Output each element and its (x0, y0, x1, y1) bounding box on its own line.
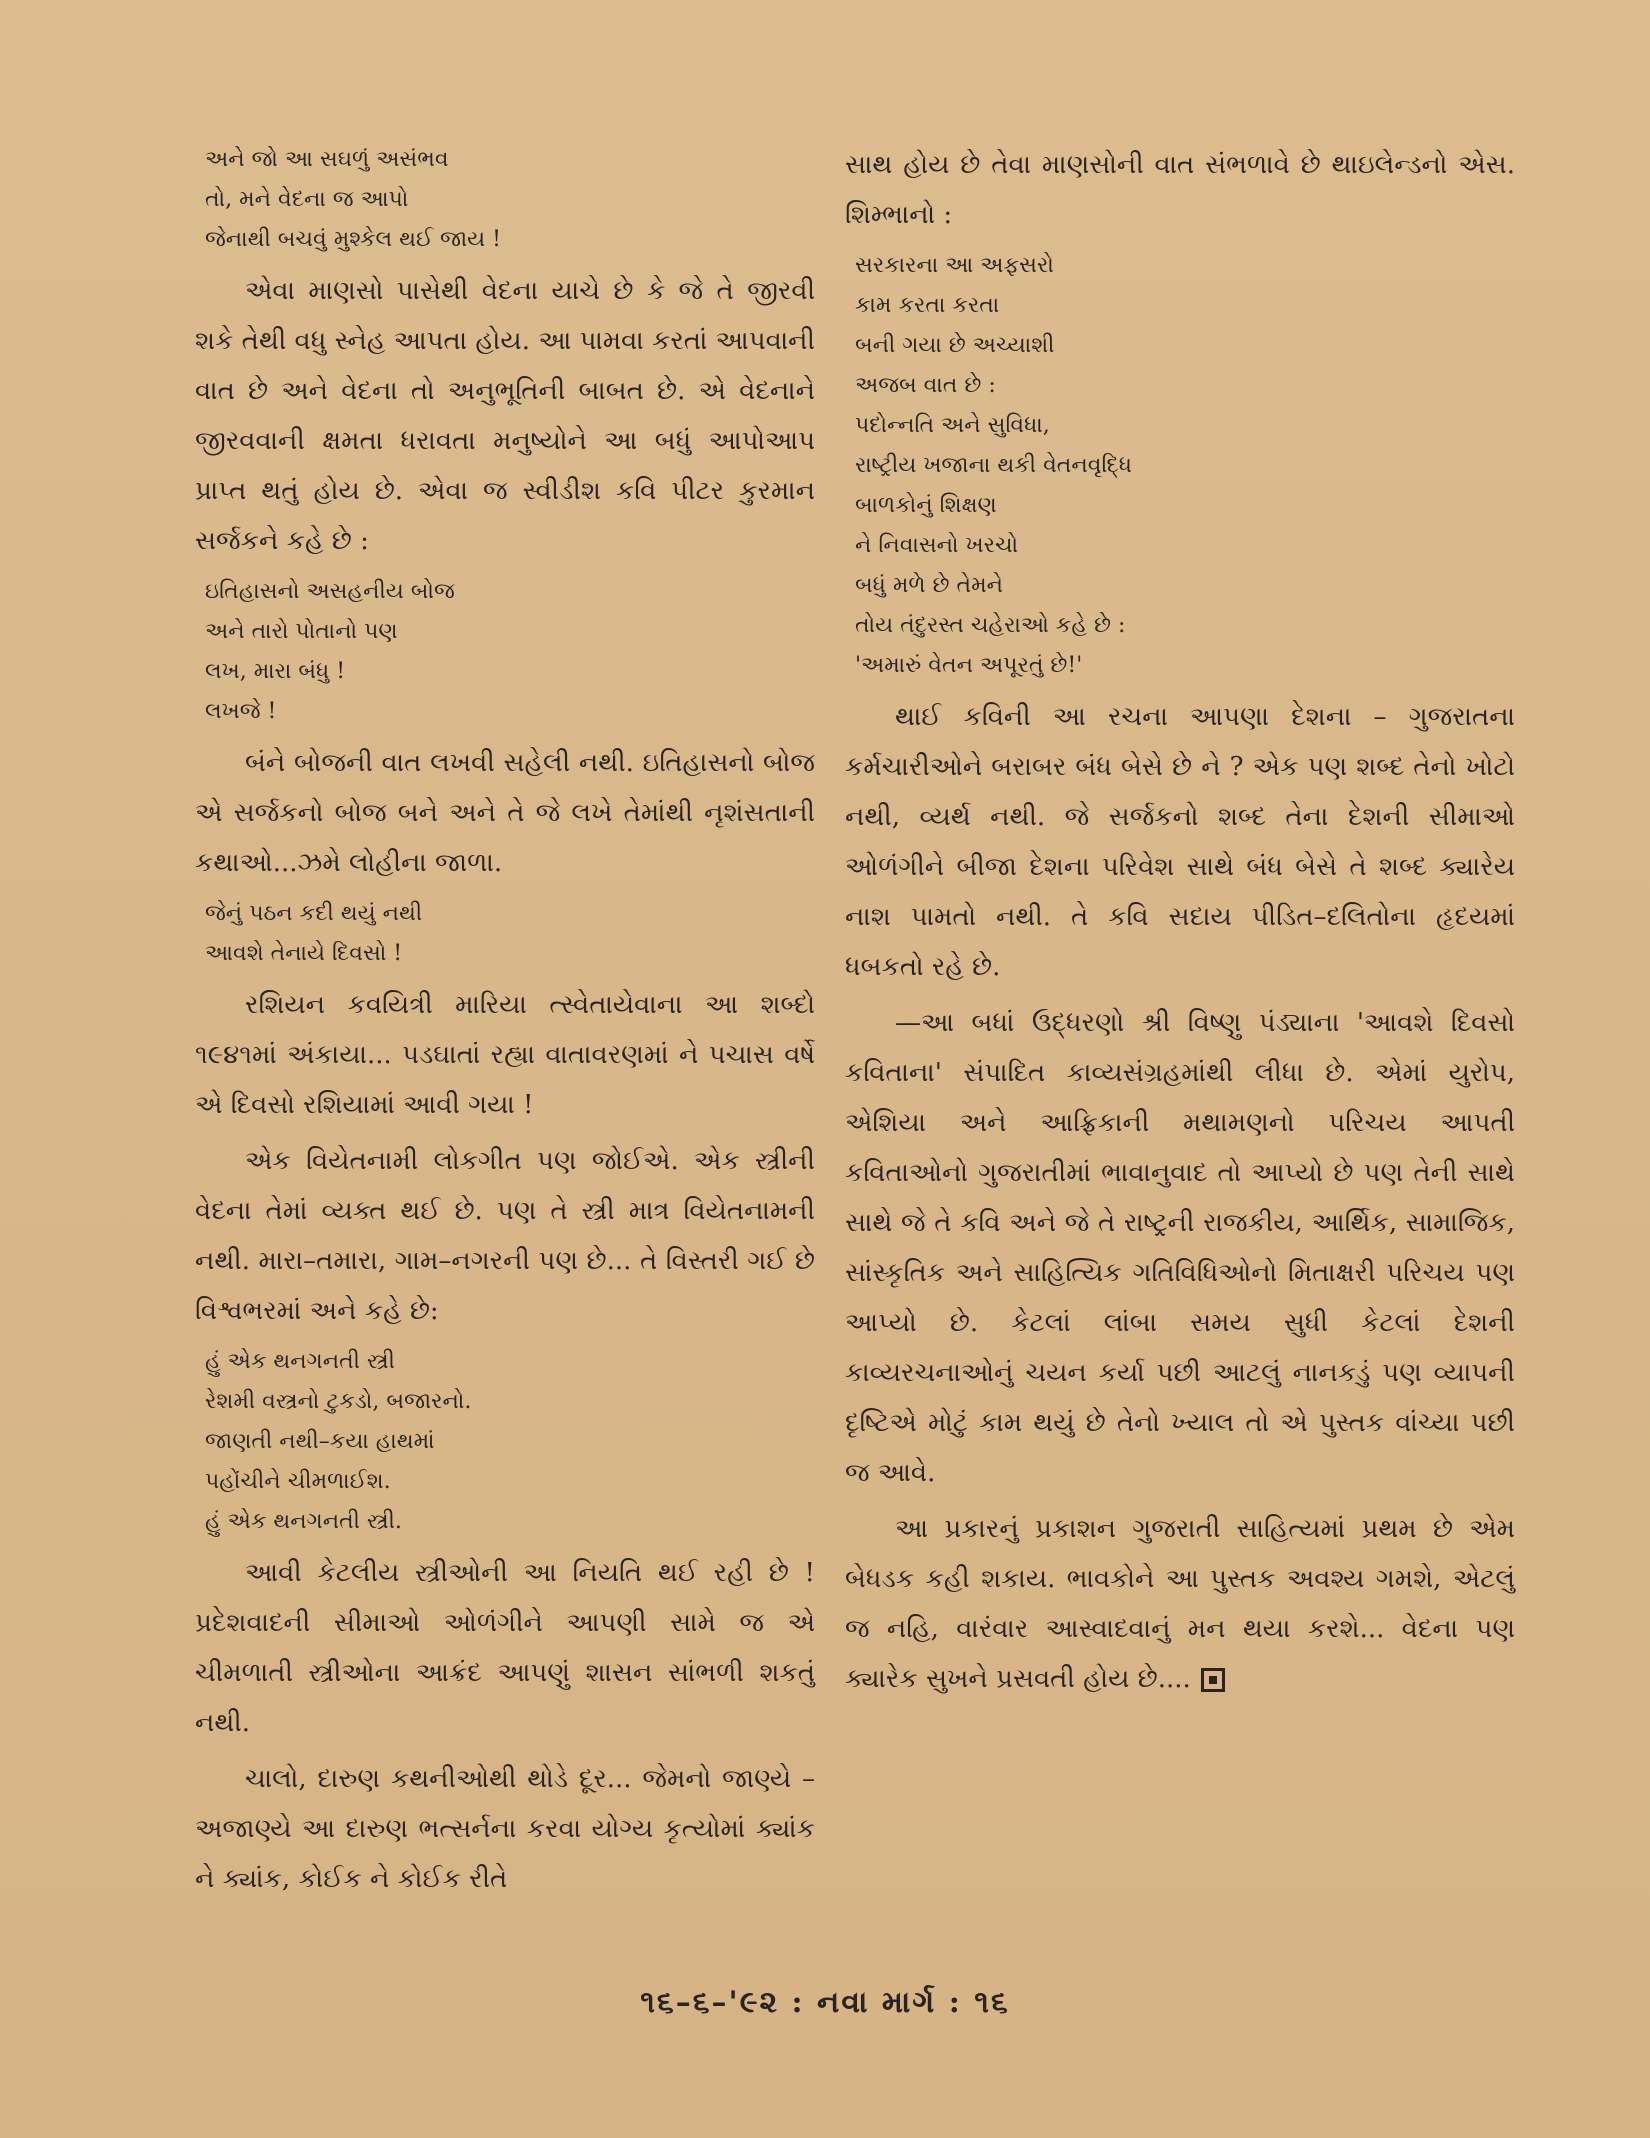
poem-line: બધું મળે છે તેમને (855, 573, 1004, 598)
poem-line: હું એક થનગનતી સ્ત્રી. (205, 1509, 402, 1534)
poem-line: કામ કરતા કરતા (855, 293, 1000, 318)
poem-line: 'અમારું વેતન અપૂરતું છે!' (855, 653, 1083, 678)
paragraph: ચાલો, દારુણ કથનીઓથી થોડે દૂર... જેમનો જાણ્યે – અજાણ્યે આ દારુણ ભત્સર્નના કરવા યોગ્ય કૃત્યોમાં ક્યાંક ને ક્યાંક, કોઈક ને કોઈક રીતે (195, 1764, 815, 1894)
poem-block (855, 246, 1515, 686)
poem-line: ને નિવાસનો ખરચો (855, 533, 1019, 558)
paragraph: રશિયન કવયિત્રી મારિયા ત્સ્વેતાયેવાના આ શબ્દો ૧૯૪૧માં અંકાયા... પડઘાતાં રહ્યા વાતાવરણમાં ને પચાસ વર્ષે એ દિવસો રશિયામાં આવી ગયા ! (195, 990, 815, 1120)
poem-block (205, 572, 815, 732)
poem-block (205, 1342, 815, 1542)
poem-block (205, 894, 815, 974)
paragraph: થાઈ કવિની આ રચના આપણા દેશના – ગુજરાતના કર્મચારીઓને બરાબર બંધ બેસે છે ને ? એક પણ શબ્દ તેનો ખોટો નથી, વ્યર્થ નથી. જે સર્જકનો શબ્દ તેના દેશની સીમાઓ ઓળંગીને બીજા દેશના પરિવેશ સાથે બંધ બેસે તે શબ્દ ક્યારેય નાશ પામતો નથી. તે કવિ સદાય પીડિત–દલિતોના હૃદયમાં ધબકતો રહે છે. (845, 702, 1515, 982)
poem-line: બની ગયા છે અચ્યાશી (855, 333, 1055, 358)
poem-line: તો, મને વેદના જ આપો (205, 187, 409, 212)
poem-line: લખજે ! (205, 699, 277, 724)
poem-line: જેનાથી બચવું મુશ્કેલ થઈ જાય ! (205, 227, 502, 252)
poem-line: રેશમી વસ્ત્રનો ટુકડો, બજારનો. (205, 1389, 472, 1414)
poem-line: પહોંચીને ચીમળાઈશ. (205, 1469, 391, 1494)
poem-line: લખ, મારા બંધુ ! (205, 659, 346, 684)
paragraph: એવા માણસો પાસેથી વેદના યાચે છે કે જે તે જીરવી શકે તેથી વધુ સ્નેહ આપતા હોય. આ પામવા કરતાં આપવાની વાત છે અને વેદના તો અનુભૂતિની બાબત છે. એ વેદનાને જીરવવાની ક્ષમતા ધરાવતા મનુષ્યોને આ બધું આપોઆપ પ્રાપ્ત થતું હોય છે. એવા જ સ્વીડીશ કવિ પીટર કુરમાન સર્જકને કહે છે : (195, 276, 815, 556)
poem-line: અને તારો પોતાનો પણ (205, 619, 398, 644)
paragraph: આવી કેટલીય સ્ત્રીઓની આ નિયતિ થઈ રહી છે ! પ્રદેશવાદની સીમાઓ ઓળંગીને આપણી સામે જ એ ચીમળાતી સ્ત્રીઓના આક્રંદ આપણું શાસન સાંભળી શકતું નથી. (195, 1558, 815, 1738)
page-footer: ૧૬–૬–'૯૨ : નવા માર્ગ : ૧૬ (640, 1985, 1010, 2020)
poem-line: પદોન્નતિ અને સુવિધા, (855, 413, 1050, 438)
poem-line: રાષ્ટ્રીય ખજાના થકી વેતનવૃદ્ધિ (855, 453, 1132, 478)
paragraph: —આ બધાં ઉદ્ધરણો શ્રી વિષ્ણુ પંડ્યાના 'આવશે દિવસો કવિતાના' સંપાદિત કાવ્યસંગ્રહમાંથી લીધા છે. એમાં યુરોપ, એશિયા અને આફ્રિકાની મથામણનો પરિચય આપતી કવિતાઓનો ગુજરાતીમાં ભાવાનુવાદ તો આપ્યો છે પણ તેની સાથે સાથે જે તે કવિ અને જે તે રાષ્ટ્રની રાજકીય, આર્થિક, સામાજિક, સાંસ્કૃતિક અને સાહિત્યિક ગતિવિધિઓનો મિતાક્ષરી પરિચય પણ આપ્યો છે. કેટલાં લાંબા સમય સુધી કેટલાં દેશની કાવ્યરચનાઓનું ચયન કર્યા પછી આટલું નાનકડું પણ વ્યાપની દૃષ્ટિએ મોટું કામ થયું છે તેનો ખ્યાલ તો એ પુસ્તક વાંચ્યા પછી જ આવે. (845, 1008, 1515, 1488)
paragraph: બંને બોજની વાત લખવી સહેલી નથી. ઇતિહાસનો બોજ એ સર્જકનો બોજ બને અને તે જે લખે તેમાંથી નૃશંસતાની કથાઓ...ઝમે લોહીના જાળા. (195, 748, 815, 878)
poem-block (205, 140, 815, 260)
poem-line: ઇતિહાસનો અસહનીય બોજ (205, 579, 455, 604)
left-column (195, 140, 815, 1910)
poem-line: અને જો આ સઘળું અસંભવ (205, 147, 449, 172)
end-mark-icon (1201, 1668, 1225, 1692)
poem-line: અજબ વાત છે : (855, 373, 996, 398)
poem-line: તોય તંદુરસ્ત ચહેરાઓ કહે છે : (855, 613, 1126, 638)
poem-line: જાણતી નથી–કયા હાથમાં (205, 1429, 435, 1454)
poem-line: સરકારના આ અફસરો (855, 253, 1054, 278)
poem-line: જેનું પઠન કદી થયું નથી (205, 901, 423, 926)
paragraph: સાથ હોય છે તેવા માણસોની વાત સંભળાવે છે થાઇલેન્ડનો એસ. શિમ્ભાનો : (845, 150, 1515, 230)
poem-line: બાળકોનું શિક્ષણ (855, 493, 997, 518)
paragraph: એક વિયેતનામી લોકગીત પણ જોઈએ. એક સ્ત્રીની વેદના તેમાં વ્યક્ત થઈ છે. પણ તે સ્ત્રી માત્ર વિયેતનામની નથી. મારા–તમારા, ગામ–નગરની પણ છે... તે વિસ્તરી ગઈ છે વિશ્વભરમાં અને કહે છે: (195, 1146, 815, 1326)
right-column (845, 140, 1515, 1710)
poem-line: હું એક થનગનતી સ્ત્રી (205, 1349, 395, 1374)
paragraph (845, 1504, 1515, 1704)
closing-paragraph-text: આ પ્રકારનું પ્રકાશન ગુજરાતી સાહિત્યમાં પ્રથમ છે એમ બેધડક કહી શકાય. ભાવકોને આ પુસ્તક અવશ્ય ગમશે, એટલું જ નહિ, વારંવાર આસ્વાદવાનું મન થયા કરશે... વેદના પણ ક્યારેક સુખને પ્રસવતી હોય છે.... (845, 1514, 1515, 1694)
poem-line: આવશે તેનાયે દિવસો ! (205, 941, 403, 966)
